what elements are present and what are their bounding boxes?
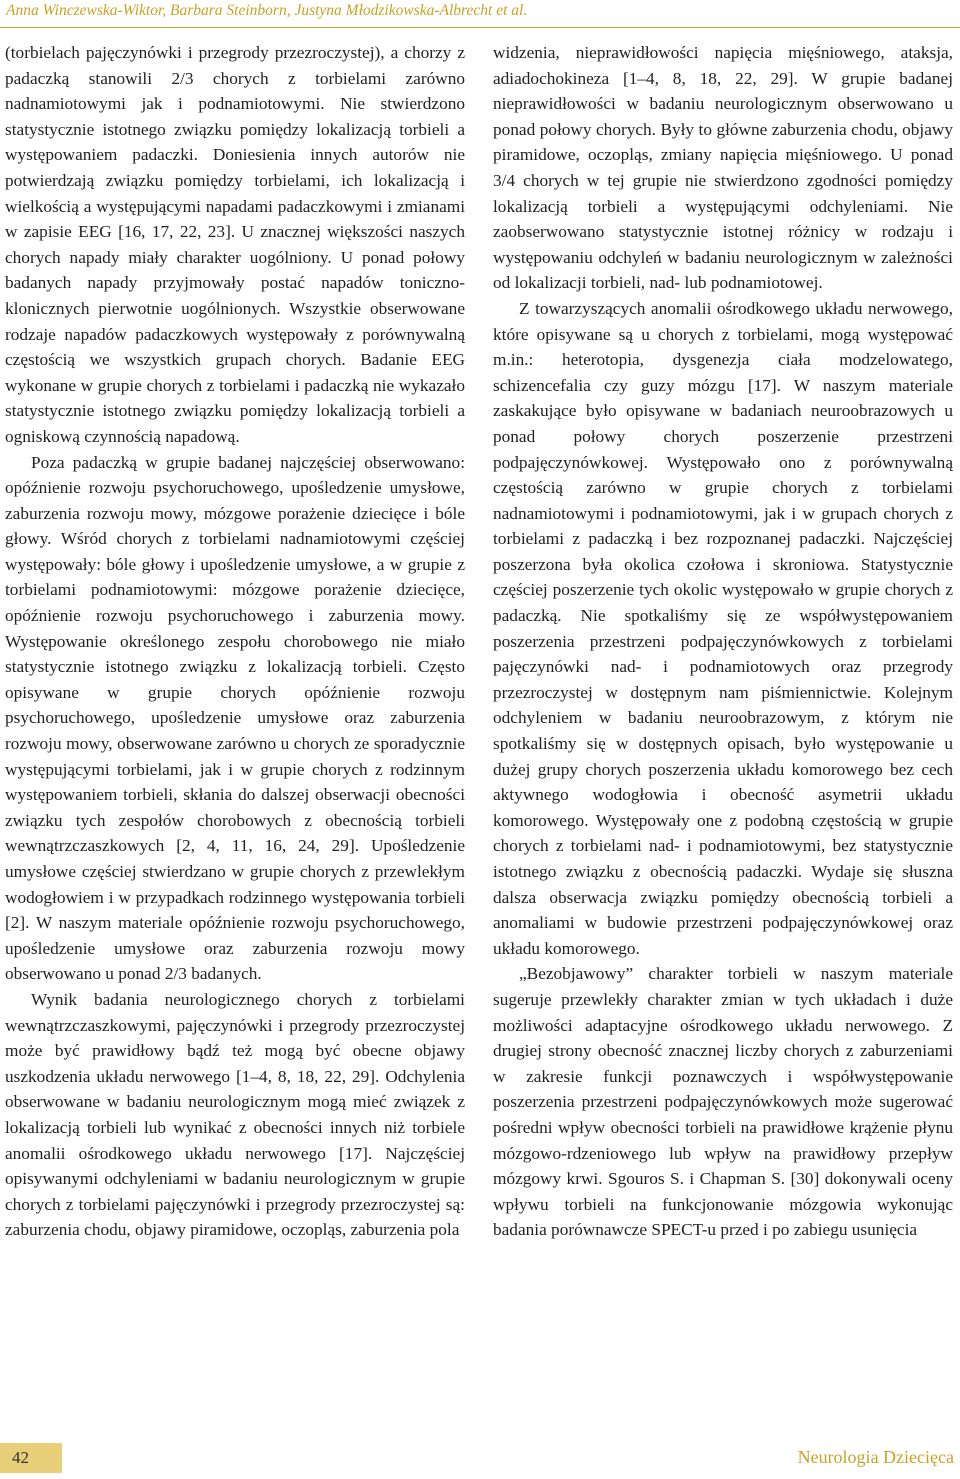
paragraph: (torbielach pajęczynówki i przegrody przezroczystej), a chorzy z padaczką stanowili 2/3 chorych z torbielami zarówno nadnamiotowymi jak i podnamiotowymi. Nie stwierdzono statystycznie istotnego związku pomiędzy lokalizacją torbieli a występowaniem padaczki. Doniesienia innych autorów nie potwierdzają związku pomiędzy torbielami, ich lokalizacją i wielkością a występującymi napadami padaczkowymi i zmianami w zapisie EEG [16, 17, 22, 23]. U znacznej większości naszych chorych napady miały charakter uogólniony. U ponad połowy badanych napady przyjmowały postać napadów toniczno-klonicznych pierwotnie uogólnionych. Wszystkie obserwowane rodzaje napadów padaczkowych występowały z porównywalną częstością we wszystkich grupach chorych. Badanie EEG wykonane w grupie chorych z torbielami i padaczką nie wykazało statystycznie istotnego związku pomiędzy lokalizacją torbieli a ogniskową czynnością napadową. <box>5 43 465 446</box>
paragraph: Z towarzyszących anomalii ośrodkowego układu nerwowego, które opisywane są u chorych z torbielami, mogą występować m.in.: heterotopia, dysgenezja ciała modzelowatego, schizencefalia czy guzy mózgu [17]. W naszym materiale zaskakujące było opisywane w badaniach neuroobrazowych u ponad połowy chorych poszerzenie przestrzeni podpajęczynówkowej. Występowało ono z porównywalną częstością zarówno w grupie chorych z torbielami nadnamiotowymi i podnamiotowymi, jak i w grupach chorych z torbielami z padaczką i bez rozpoznanej padaczki. Najczęściej poszerzona była okolica czołowa i skroniowa. Statystycznie częściej poszerzenie tych okolic występowało w grupie chorych z padaczką. Nie spotkaliśmy się ze współwystępowaniem poszerzenia przestrzeni podpajęczynówkowych z torbielami pajęczynówki nad- i podnamiotowych oraz przegrody przezroczystej w dostępnym nam piśmiennictwie. Kolejnym odchyleniem w badaniu neuroobrazowym, z którym nie spotkaliśmy się w dostępnych opisach, było występowanie u dużej grupy chorych poszerzenia układu komorowego bez cech aktywnego wodogłowia i obecność asymetrii układu komorowego. Występowały one z podobną częstością w grupie chorych z torbielami nad- i podnamiotowymi, bez statystycznie istotnego związku z obecnością padaczki. Wydaje się słuszna dalsza obserwacja związku pomiędzy obecnością torbieli a anomaliami w budowie przestrzeni podpajęczynówkowej oraz układu komorowego. <box>493 298 953 958</box>
journal-name: Neurologia Dziecięca <box>797 1447 954 1467</box>
left-column <box>5 40 465 1243</box>
paragraph: „Bezobjawowy” charakter torbieli w naszym materiale sugeruje przewlekły charakter zmian w tych układach i duże możliwości adaptacyjne ośrodkowego układu nerwowego. Z drugiej strony obecność znacznej liczby chorych z zaburzeniami w zakresie funkcji poznawczych i współwystępowanie poszerzenia przestrzeni podpajęczynówkowych może sugerować pośredni wpływ obecności torbieli na prawidłowe krążenie płynu mózgowo-rdzeniowego lub wpływ na prawidłowy przepływ mózgowy krwi. Sgouros S. i Chapman S. [30] dokonywali oceny wpływu torbieli na funkcjonowanie mózgowia wykonując badania porównawcze SPECT-u przed i po zabiegu usunięcia <box>493 964 953 1240</box>
header-divider <box>0 27 960 28</box>
running-head: Anna Winczewska-Wiktor, Barbara Steinborn, Justyna Młodzikowska-Albrecht et al. <box>6 2 528 19</box>
right-column <box>493 40 953 1243</box>
page-number: 42 <box>0 1443 62 1473</box>
paragraph: Poza padaczką w grupie badanej najczęściej obserwowano: opóźnienie rozwoju psychoruchowego, upośledzenie umysłowe, zaburzenia rozwoju mowy, mózgowe porażenie dziecięce i bóle głowy. Wśród chorych z torbielami nadnamiotowymi częściej występowały: bóle głowy i upośledzenie umysłowe, a w grupie z torbielami podnamiotowymi: mózgowe porażenie dziecięce, opóźnienie rozwoju psychoruchowego i zaburzenia mowy. Występowanie określonego zespołu chorobowego nie miało statystycznie istotnego związku z lokalizacją torbieli. Często opisywane w grupie chorych opóźnienie rozwoju psychoruchowego, upośledzenie umysłowe oraz zaburzenia rozwoju mowy, obserwowane zarówno u chorych ze sporadycznie występującymi torbielami, jak i w grupie chorych z rodzinnym występowaniem torbieli, skłania do dalszej obserwacji obecności związku tych zespołów chorobowych z obecnością torbieli wewnątrzczaszkowych [2, 4, 11, 16, 24, 29]. Upośledzenie umysłowe częściej stwierdzano w grupie chorych z przewlekłym wodogłowiem i w przypadkach rodzinnego występowania torbieli [2]. W naszym materiale opóźnienie rozwoju psychoruchowego, upośledzenie umysłowe oraz zaburzenia rozwoju mowy obserwowano u ponad 2/3 badanych. <box>5 452 465 984</box>
paragraph: Wynik badania neurologicznego chorych z torbielami wewnątrzczaszkowymi, pajęczynówki i przegrody przezroczystej może być prawidłowy bądź też mogą być obecne objawy uszkodzenia układu nerwowego [1–4, 8, 18, 22, 29]. Odchylenia obserwowane w badaniu neurologicznym mogą mieć związek z lokalizacją torbieli lub wynikać z obecności innych niż torbiele anomalii ośrodkowego układu nerwowego [17]. Najczęściej opisywanymi odchyleniami w badaniu neurologicznym w grupie chorych z torbielami pajęczynówki i przegrody przezroczystej są: zaburzenia chodu, objawy piramidowe, oczopląs, zaburzenia pola <box>5 989 465 1240</box>
page-footer <box>0 1443 960 1473</box>
paragraph: widzenia, nieprawidłowości napięcia mięśniowego, ataksja, adiadochokineza [1–4, 8, 18, 22, 29]. W grupie badanej nieprawidłowości w badaniu neurologicznym obserwowano u ponad połowy chorych. Były to główne zaburzenia chodu, objawy piramidowe, oczopląs, zmiany napięcia mięśniowego. U ponad 3/4 chorych w tej grupie nie stwierdzono zgodności pomiędzy lokalizacją torbieli a występującymi odchyleniami. Nie zaobserwowano statystycznie istotnej różnicy w rodzaju i występowaniu odchyleń w badaniu neurologicznym w zależności od lokalizacji torbieli, nad- lub podnamiotowej. <box>493 43 953 293</box>
